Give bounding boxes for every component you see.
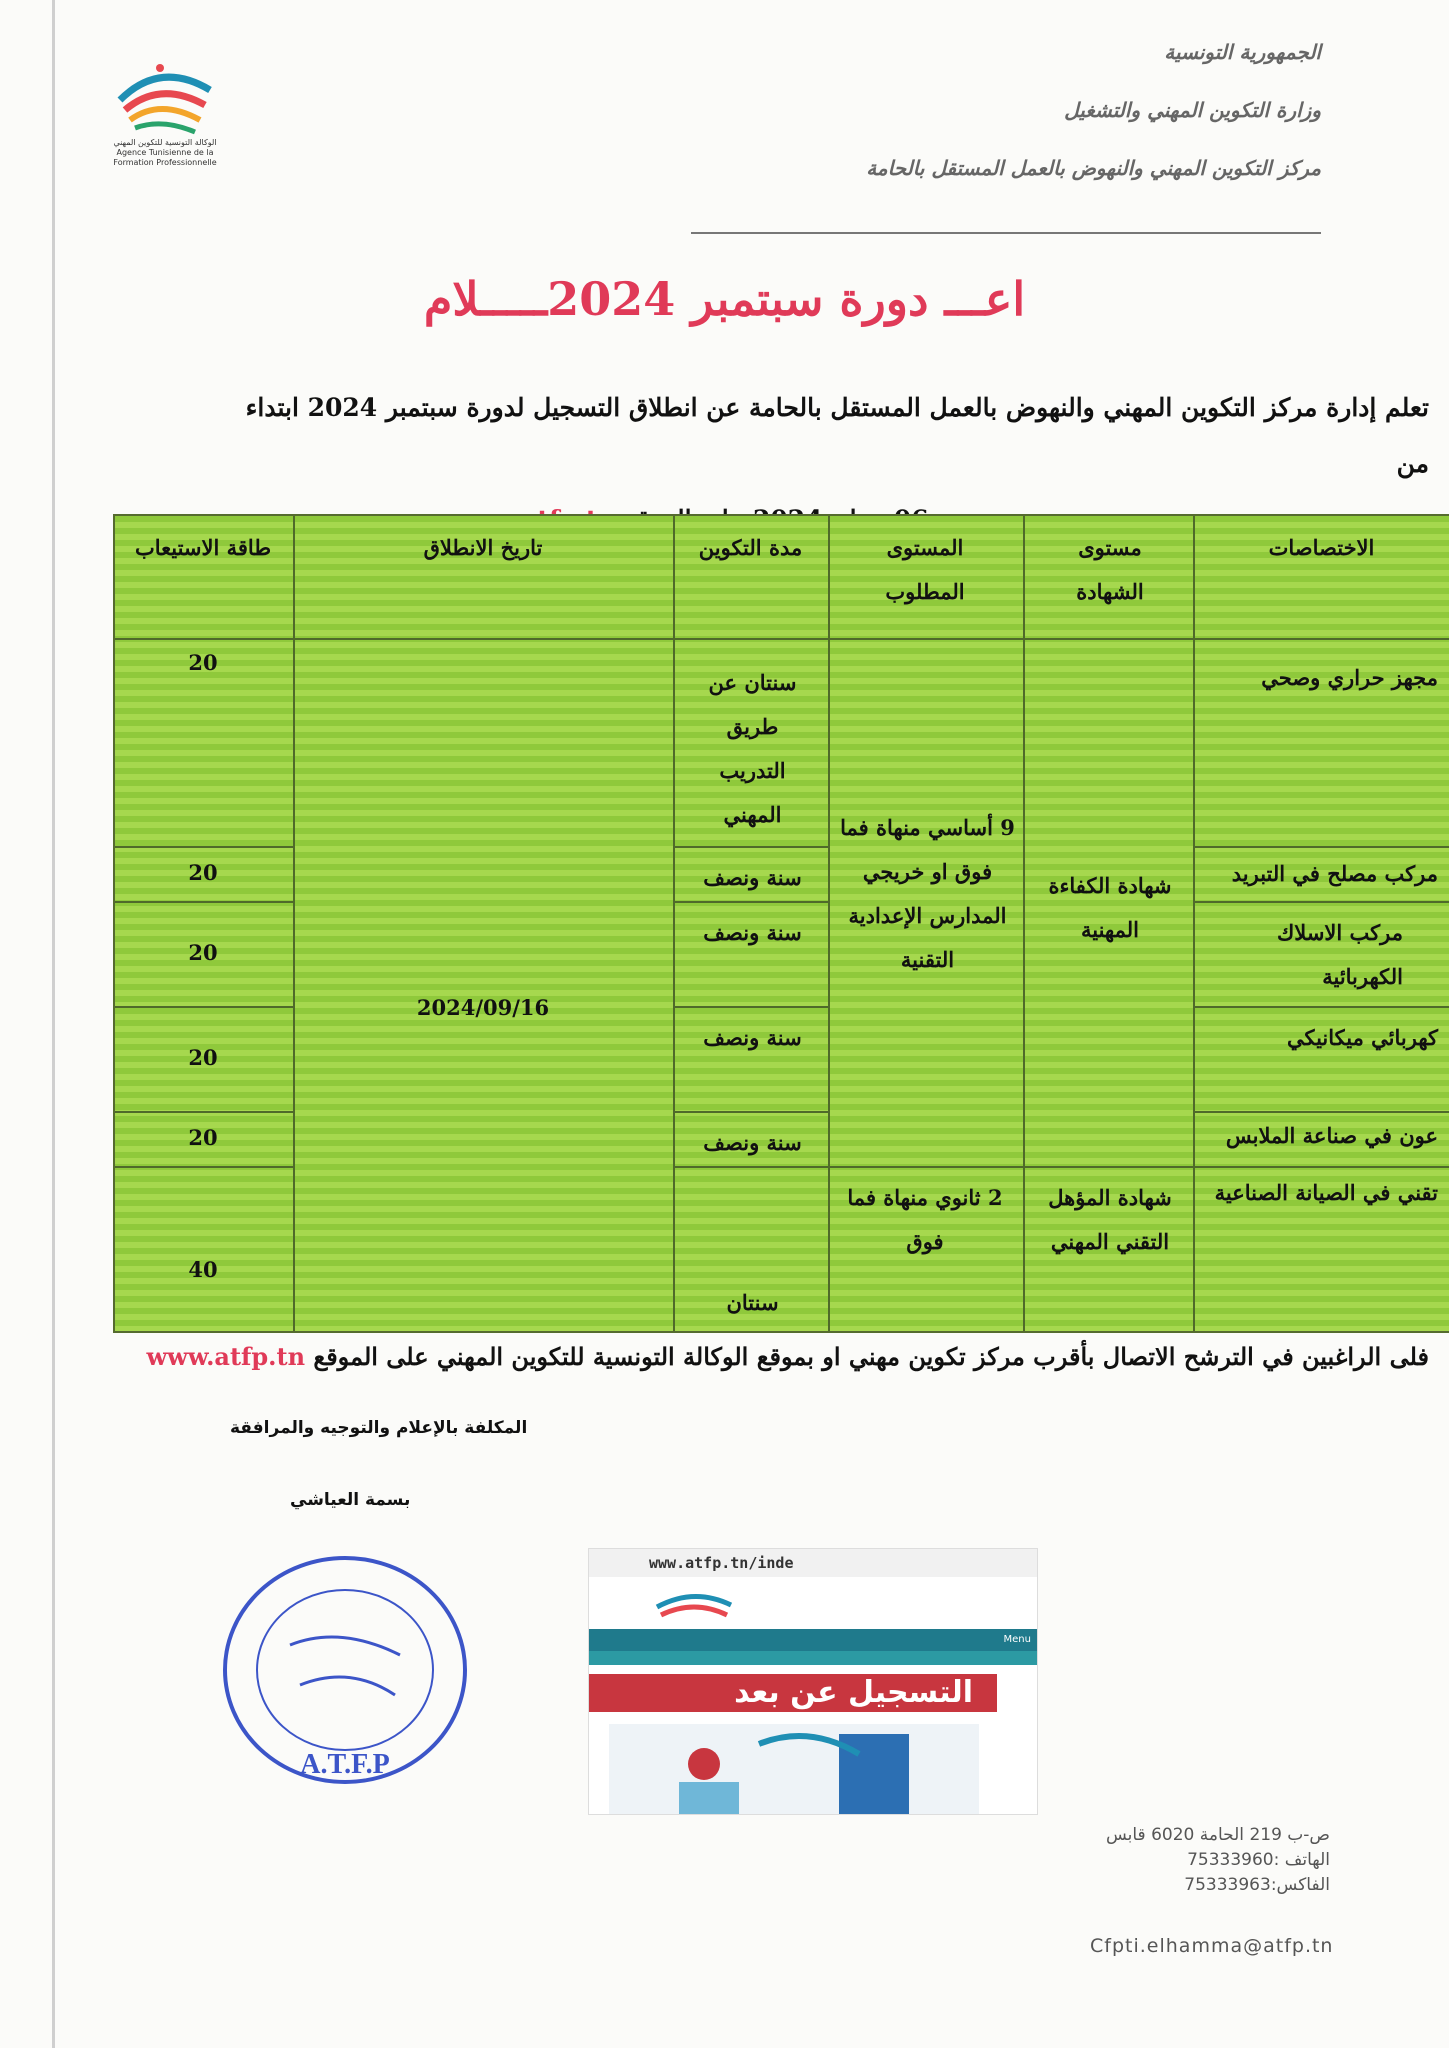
- courses-table: [113, 514, 1449, 1333]
- specialty-cell: تقني في الصيانة الصناعية: [1214, 1180, 1438, 1205]
- header-specialty: الاختصاصات: [1268, 535, 1375, 560]
- screenshot-url-bar: www.atfp.tn/inde: [589, 1549, 1037, 1577]
- contact-address: ص-ب 219 الحامة 6020 قابس: [1105, 1825, 1330, 1845]
- header-capacity: طاقة الاستيعاب: [134, 535, 272, 560]
- row-divider: [1193, 846, 1449, 848]
- duration-cell: سنة ونصف: [703, 865, 802, 890]
- required-level-cell: 2 ثانوي منهاة فما فوق: [847, 1185, 1003, 1254]
- row-divider: [115, 1006, 293, 1008]
- header-duration: مدة التكوين: [698, 535, 803, 560]
- capacity-cell: 40: [188, 1257, 218, 1282]
- certificate-cell: شهادة المؤهل التقني المهني: [1048, 1185, 1172, 1254]
- header-ministry: وزارة التكوين المهني والتشغيل: [1064, 98, 1321, 122]
- header-required-level: المستوى المطلوب: [885, 535, 965, 604]
- contact-block: [1050, 1823, 1330, 1898]
- header-center: مركز التكوين المهني والنهوض بالعمل المستقل بالحامة: [866, 156, 1321, 180]
- capacity-cell: 20: [188, 1125, 218, 1150]
- required-level-cell: 9 أساسي منهاة فما فوق او خريجي المدارس الإعدادية التقنية: [840, 815, 1015, 972]
- signature-role: المكلفة بالإعلام والتوجيه والمرافقة: [230, 1418, 528, 1438]
- duration-cell: سنة ونصف: [703, 920, 802, 945]
- official-stamp-icon: [210, 1545, 480, 1795]
- screenshot-illustration-icon: [609, 1724, 979, 1814]
- header-row-divider: [115, 638, 1449, 640]
- capacity-cell: 20: [188, 940, 218, 965]
- row-divider: [673, 846, 828, 848]
- screenshot-logo-icon: [649, 1587, 739, 1623]
- duration-cell: سنة ونصف: [703, 1025, 802, 1050]
- specialty-cell: عون في صناعة الملابس: [1225, 1123, 1438, 1148]
- row-divider: [673, 1166, 828, 1168]
- header-certificate: مستوى الشهادة: [1076, 535, 1144, 604]
- website-screenshot: [588, 1548, 1038, 1815]
- capacity-cell: 20: [188, 650, 218, 675]
- header-start-date: تاريخ الانطلاق: [423, 535, 543, 560]
- row-divider: [115, 846, 293, 848]
- screenshot-banner: التسجيل عن بعد: [589, 1674, 997, 1712]
- duration-cell: سنة ونصف: [703, 1130, 802, 1155]
- capacity-cell: 20: [188, 860, 218, 885]
- header-block: [721, 40, 1321, 214]
- row-divider: [1193, 901, 1449, 903]
- specialty-cell: مركب الاسلاك الكهربائية: [1276, 920, 1403, 989]
- screenshot-strip: [589, 1651, 1037, 1665]
- start-date-cell: 2024/09/16: [416, 995, 550, 1020]
- certificate-cell: شهادة الكفاءة المهنية: [1048, 873, 1172, 942]
- footer-note: [118, 1335, 1429, 1379]
- screenshot-illustration: [609, 1724, 979, 1814]
- row-divider: [673, 1006, 828, 1008]
- row-divider: [115, 1111, 293, 1113]
- page-title: اعـــ دورة سبتمبر 2024ـــــلام: [423, 272, 1026, 326]
- specialty-cell: كهربائي ميكانيكي: [1286, 1025, 1438, 1050]
- contact-fax: الفاكس:75333963: [1184, 1875, 1330, 1895]
- specialty-cell: مركب مصلح في التبريد: [1231, 861, 1438, 886]
- duration-cell: سنتان: [726, 1290, 779, 1315]
- row-divider: [828, 1166, 1193, 1168]
- row-divider: [115, 901, 293, 903]
- capacity-cell: 20: [188, 1045, 218, 1070]
- contact-email[interactable]: Cfpti.elhamma@atfp.tn: [1090, 1935, 1334, 1957]
- row-divider: [673, 1111, 828, 1113]
- row-divider: [115, 1166, 293, 1168]
- row-divider: [1193, 1166, 1449, 1168]
- logo-caption: الوكالة التونسية للتكوين المهني Agence Tunisienne de la Formation Professionnelle: [113, 138, 217, 167]
- row-divider: [673, 901, 828, 903]
- contact-phone: الهاتف :75333960: [1187, 1850, 1330, 1870]
- duration-cell: سنتان عن طريق التدريب المهني: [708, 670, 797, 827]
- screenshot-menu-bar: Menu: [589, 1629, 1037, 1651]
- specialty-cell: مجهز حراري وصحي: [1261, 665, 1438, 690]
- signature-name: بسمة العياشي: [290, 1490, 411, 1510]
- stamp-text: A.T.F.P: [300, 1749, 390, 1780]
- row-divider: [1193, 1111, 1449, 1113]
- footer-website-link[interactable]: www.atfp.tn: [146, 1342, 306, 1371]
- footer-note-text: فلى الراغبين في الترشح الاتصال بأقرب مركز تكوين مهني او بموقع الوكالة التونسية للتكوين المهني على الموقع: [313, 1342, 1429, 1371]
- intro-line-1: تعلم إدارة مركز التكوين المهني والنهوض بالعمل المستقل بالحامة عن انطلاق التسجيل لدورة سبتمبر 2024 ابتداء من: [245, 393, 1429, 478]
- header-divider: [691, 232, 1321, 234]
- header-republic: الجمهورية التونسية: [1164, 40, 1321, 64]
- row-divider: [1193, 1006, 1449, 1008]
